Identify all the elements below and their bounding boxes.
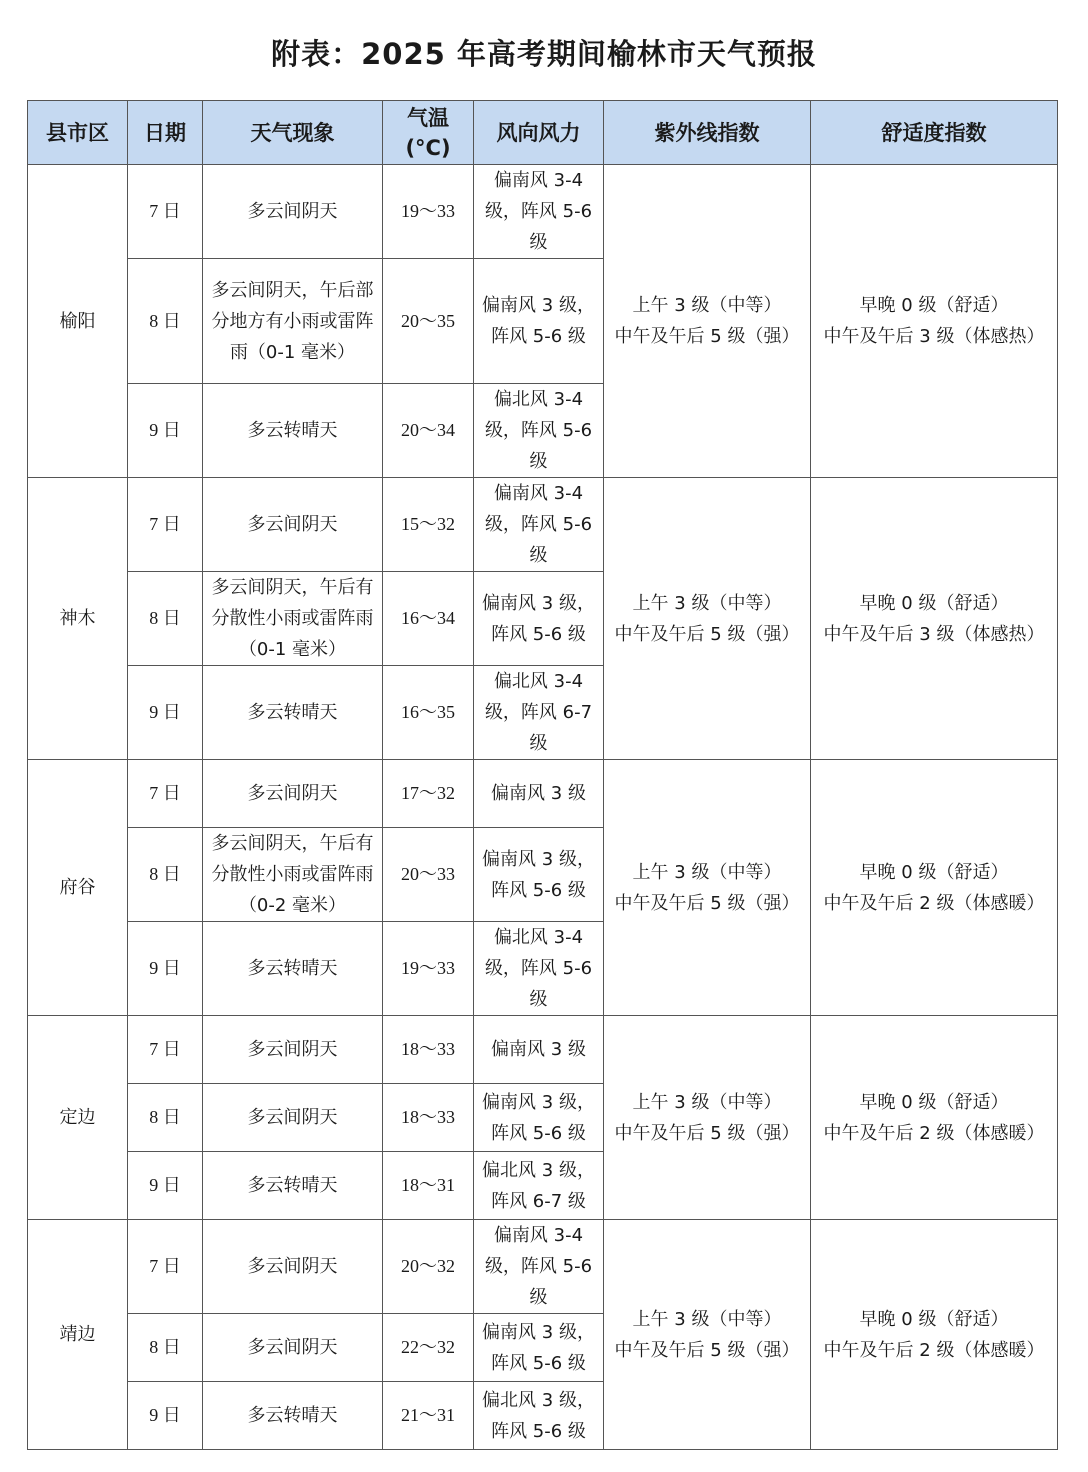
header-wind: 风向风力 xyxy=(474,101,604,165)
comfort-index-line: 早晚 0 级（舒适） xyxy=(859,1091,1009,1113)
date-cell: 9 日 xyxy=(128,922,203,1016)
uv-index-line: 上午 3 级（中等） xyxy=(632,861,782,883)
temperature-cell: 18～33 xyxy=(383,1084,474,1152)
wind-cell: 偏南风 3 级，阵风 5-6 级 xyxy=(474,259,604,384)
header-uv-index: 紫外线指数 xyxy=(604,101,811,165)
page-title: 附表：2025 年高考期间榆林市天气预报 xyxy=(271,37,817,71)
county-name: 神木 xyxy=(28,478,128,760)
county-name: 靖边 xyxy=(28,1220,128,1450)
comfort-index-line: 早晚 0 级（舒适） xyxy=(859,861,1009,883)
temperature-cell: 18～31 xyxy=(383,1152,474,1220)
temperature-cell: 18～33 xyxy=(383,1016,474,1084)
wind-cell: 偏南风 3 级 xyxy=(474,1016,604,1084)
weather-cell: 多云间阴天 xyxy=(203,1314,383,1382)
date-cell: 9 日 xyxy=(128,384,203,478)
weather-cell: 多云转晴天 xyxy=(203,1152,383,1220)
uv-index-line: 上午 3 级（中等） xyxy=(632,1091,782,1113)
weather-cell: 多云间阴天，午后有分散性小雨或雷阵雨（0-2 毫米） xyxy=(203,828,383,922)
wind-cell: 偏北风 3 级，阵风 5-6 级 xyxy=(474,1382,604,1450)
wind-cell: 偏南风 3-4 级，阵风 5-6 级 xyxy=(474,165,604,259)
comfort-index-cell xyxy=(811,1220,1058,1450)
weather-cell: 多云转晴天 xyxy=(203,922,383,1016)
date-cell: 8 日 xyxy=(128,1084,203,1152)
county-name: 府谷 xyxy=(28,760,128,1016)
wind-cell: 偏北风 3-4 级，阵风 6-7 级 xyxy=(474,666,604,760)
weather-cell: 多云间阴天 xyxy=(203,1084,383,1152)
temperature-cell: 20～33 xyxy=(383,828,474,922)
date-cell: 8 日 xyxy=(128,259,203,384)
uv-index-line: 中午及午后 5 级（强） xyxy=(614,1339,800,1361)
date-cell: 8 日 xyxy=(128,1314,203,1382)
uv-index-line: 上午 3 级（中等） xyxy=(632,592,782,614)
weather-cell: 多云间阴天，午后部分地方有小雨或雷阵雨（0-1 毫米） xyxy=(203,259,383,384)
uv-index-line: 中午及午后 5 级（强） xyxy=(614,1122,800,1144)
date-cell: 8 日 xyxy=(128,828,203,922)
temperature-cell: 15～32 xyxy=(383,478,474,572)
uv-index-line: 上午 3 级（中等） xyxy=(632,295,782,316)
county-name: 榆阳 xyxy=(28,165,128,478)
comfort-index-cell xyxy=(811,760,1058,1016)
uv-index-cell xyxy=(604,478,811,760)
header-temperature xyxy=(383,101,474,165)
comfort-index-line: 早晚 0 级（舒适） xyxy=(859,1308,1009,1330)
weather-cell: 多云间阴天 xyxy=(203,1016,383,1084)
date-cell: 7 日 xyxy=(128,1016,203,1084)
temperature-cell: 19～33 xyxy=(383,922,474,1016)
date-cell: 7 日 xyxy=(128,760,203,828)
temperature-cell: 20～34 xyxy=(383,384,474,478)
table-row xyxy=(28,1220,1058,1314)
uv-index-cell xyxy=(604,760,811,1016)
header-weather: 天气现象 xyxy=(203,101,383,165)
county-name: 定边 xyxy=(28,1016,128,1220)
comfort-index-cell xyxy=(811,1016,1058,1220)
header-county: 县市区 xyxy=(28,101,128,165)
weather-cell: 多云转晴天 xyxy=(203,1382,383,1450)
temperature-cell: 16～34 xyxy=(383,572,474,666)
wind-cell: 偏南风 3 级，阵风 5-6 级 xyxy=(474,828,604,922)
comfort-index-line: 中午及午后 2 级（体感暖） xyxy=(823,1339,1045,1361)
comfort-index-cell xyxy=(811,165,1058,478)
wind-cell: 偏南风 3 级，阵风 5-6 级 xyxy=(474,1084,604,1152)
wind-cell: 偏北风 3-4 级，阵风 5-6 级 xyxy=(474,384,604,478)
uv-index-line: 上午 3 级（中等） xyxy=(632,1308,782,1330)
comfort-index-line: 早晚 0 级（舒适） xyxy=(859,295,1009,316)
header-temperature-line1: 气温 xyxy=(407,105,449,130)
date-cell: 7 日 xyxy=(128,165,203,259)
weather-cell: 多云间阴天 xyxy=(203,165,383,259)
wind-cell: 偏北风 3-4 级，阵风 5-6 级 xyxy=(474,922,604,1016)
date-cell: 9 日 xyxy=(128,1382,203,1450)
date-cell: 7 日 xyxy=(128,1220,203,1314)
header-comfort-index: 舒适度指数 xyxy=(811,101,1058,165)
weather-cell: 多云间阴天，午后有分散性小雨或雷阵雨（0-1 毫米） xyxy=(203,572,383,666)
uv-index-line: 中午及午后 5 级（强） xyxy=(614,623,800,645)
comfort-index-line: 中午及午后 2 级（体感暖） xyxy=(823,1122,1045,1144)
uv-index-cell xyxy=(604,1016,811,1220)
temperature-cell: 17～32 xyxy=(383,760,474,828)
table-header-row xyxy=(28,101,1058,165)
date-cell: 7 日 xyxy=(128,478,203,572)
table-body xyxy=(28,165,1058,1450)
temperature-cell: 16～35 xyxy=(383,666,474,760)
wind-cell: 偏南风 3-4 级，阵风 5-6 级 xyxy=(474,478,604,572)
wind-cell: 偏北风 3 级，阵风 6-7 级 xyxy=(474,1152,604,1220)
weather-cell: 多云转晴天 xyxy=(203,666,383,760)
wind-cell: 偏南风 3 级 xyxy=(474,760,604,828)
header-date: 日期 xyxy=(128,101,203,165)
uv-index-cell xyxy=(604,165,811,478)
table-row xyxy=(28,478,1058,572)
header-temperature-unit: (°C) xyxy=(405,135,451,160)
uv-index-line: 中午及午后 5 级（强） xyxy=(614,326,800,347)
comfort-index-line: 早晚 0 级（舒适） xyxy=(859,592,1009,614)
uv-index-line: 中午及午后 5 级（强） xyxy=(614,892,800,914)
wind-cell: 偏南风 3-4 级，阵风 5-6 级 xyxy=(474,1220,604,1314)
weather-cell: 多云间阴天 xyxy=(203,760,383,828)
date-cell: 8 日 xyxy=(128,572,203,666)
comfort-index-line: 中午及午后 3 级（体感热） xyxy=(823,326,1045,347)
uv-index-cell xyxy=(604,1220,811,1450)
wind-cell: 偏南风 3 级，阵风 5-6 级 xyxy=(474,1314,604,1382)
weather-cell: 多云间阴天 xyxy=(203,1220,383,1314)
wind-cell: 偏南风 3 级，阵风 5-6 级 xyxy=(474,572,604,666)
comfort-index-line: 中午及午后 2 级（体感暖） xyxy=(823,892,1045,914)
table-row xyxy=(28,165,1058,259)
temperature-cell: 21～31 xyxy=(383,1382,474,1450)
temperature-cell: 22～32 xyxy=(383,1314,474,1382)
comfort-index-cell xyxy=(811,478,1058,760)
forecast-table xyxy=(27,100,1058,1450)
weather-cell: 多云间阴天 xyxy=(203,478,383,572)
weather-cell: 多云转晴天 xyxy=(203,384,383,478)
date-cell: 9 日 xyxy=(128,1152,203,1220)
comfort-index-line: 中午及午后 3 级（体感热） xyxy=(823,623,1045,645)
date-cell: 9 日 xyxy=(128,666,203,760)
temperature-cell: 20～32 xyxy=(383,1220,474,1314)
table-row xyxy=(28,1016,1058,1084)
table-row xyxy=(28,760,1058,828)
temperature-cell: 20～35 xyxy=(383,259,474,384)
temperature-cell: 19～33 xyxy=(383,165,474,259)
